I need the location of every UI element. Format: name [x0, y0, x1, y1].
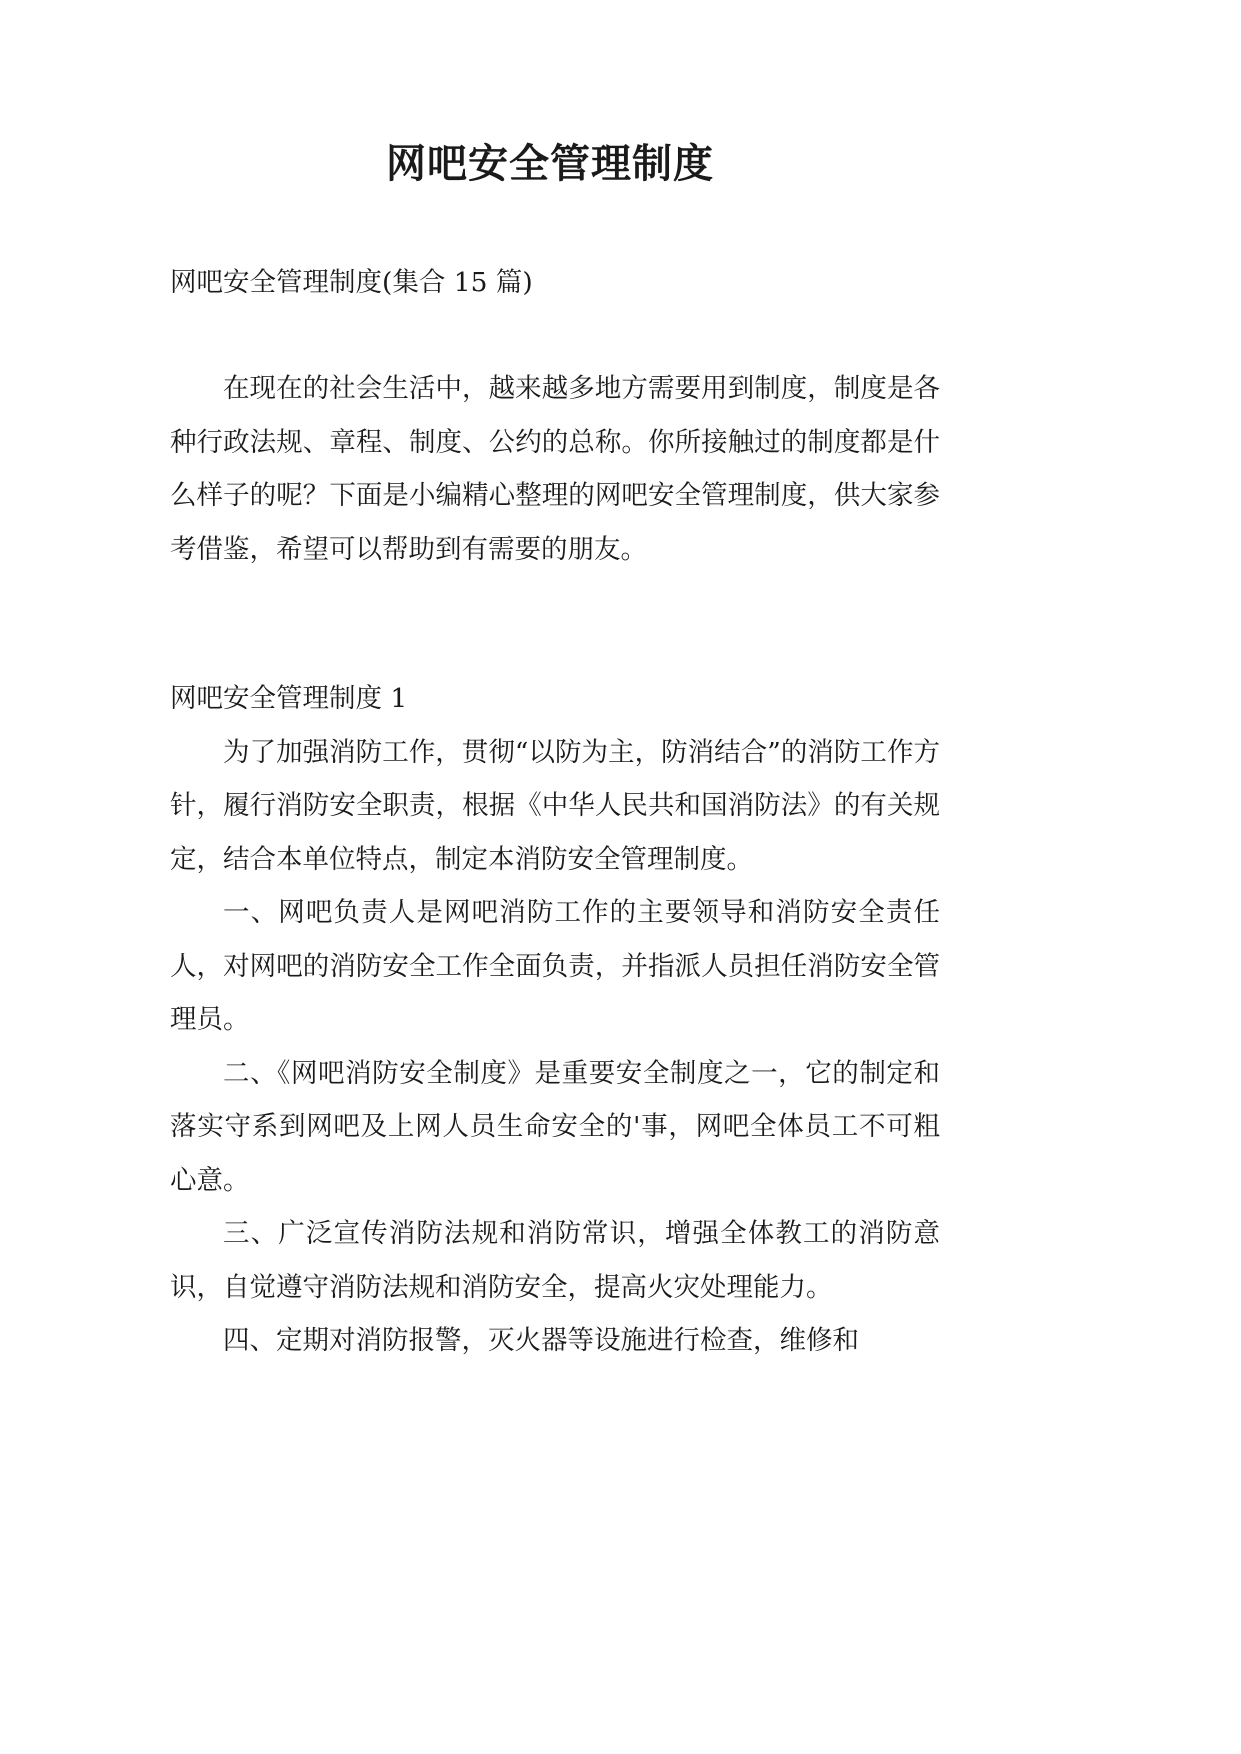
section-paragraph-preamble: 为了加强消防工作，贯彻“以防为主，防消结合”的消防工作方针，履行消防安全职责，根据《中华人民共和国消防法》的有关规定，结合本单位特点，制定本消防安全管理制度。: [170, 736, 940, 875]
section-1: [170, 672, 940, 1368]
document-subtitle: 网吧安全管理制度(集合 15 篇): [170, 267, 533, 298]
intro-block: [170, 362, 940, 576]
document-subtitle-block: [170, 256, 940, 310]
section-paragraph-4: 四、定期对消防报警，灭火器等设施进行检查，维修和: [223, 1325, 859, 1356]
section-paragraph-3: 三、广泛宣传消防法规和消防常识，增强全体教工的消防意识，自觉遵守消防法规和消防安全，提高火灾处理能力。: [170, 1218, 940, 1303]
section-paragraph-1: 一、网吧负责人是网吧消防工作的主要领导和消防安全责任人，对网吧的消防安全工作全面负责，并指派人员担任消防安全管理员。: [170, 897, 940, 1035]
document-title: 网吧安全管理制度: [386, 141, 714, 187]
intro-paragraph: 在现在的社会生活中，越来越多地方需要用到制度，制度是各种行政法规、章程、制度、公约的总称。你所接触过的制度都是什么样子的呢？下面是小编精心整理的网吧安全管理制度，供大家参考借鉴，希望可以帮助到有需要的朋友。: [170, 373, 940, 565]
section-paragraph-2: 二、《网吧消防安全制度》是重要安全制度之一，它的制定和落实守系到网吧及上网人员生命安全的'事，网吧全体员工不可粗心意。: [170, 1057, 940, 1196]
section-heading: 网吧安全管理制度 1: [170, 683, 408, 714]
